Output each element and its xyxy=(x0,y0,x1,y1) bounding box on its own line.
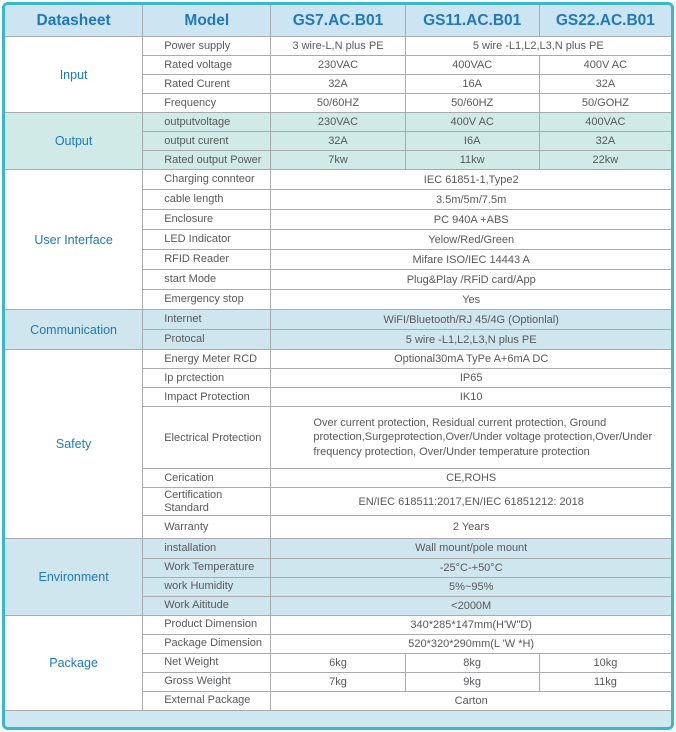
footer-row xyxy=(5,710,672,727)
cell-value: 400V AC xyxy=(539,56,671,75)
row-label: Frequency xyxy=(143,94,271,113)
cell-value: -25°C-+50°C xyxy=(271,558,672,577)
cell-value: 230VAC xyxy=(271,113,405,132)
cell-value: 7kg xyxy=(271,672,405,691)
header-model: Model xyxy=(143,5,271,37)
cell-value: 10kg xyxy=(539,653,671,672)
row-label: Net Weight xyxy=(143,653,271,672)
section-label-output: Output xyxy=(5,113,143,170)
table-row xyxy=(5,539,672,558)
cell-value: 230VAC xyxy=(271,56,405,75)
table-row xyxy=(5,350,672,369)
cell-value: Over current protection, Residual current protection, Ground protection,Surgeprotection,Over/Under voltage protection,Over/Under frequency protection, Over/Under temperature protection xyxy=(271,407,672,469)
cell-value: Yelow/Red/Green xyxy=(271,230,672,250)
header-gs11: GS11.AC.B01 xyxy=(405,5,539,37)
cell-value: Mifare ISO/IEC 14443 A xyxy=(271,250,672,270)
cell-value: 340*285*147mm(H'W"D) xyxy=(271,615,672,634)
row-label: Gross Weight xyxy=(143,672,271,691)
datasheet-frame xyxy=(2,2,674,730)
section-label-environment: Environment xyxy=(5,539,143,615)
cell-value: 7kw xyxy=(271,151,405,170)
cell-value: 22kw xyxy=(539,151,671,170)
cell-value: <2000M xyxy=(271,596,672,615)
cell-value: 50/GOHZ xyxy=(539,94,671,113)
footer-strip xyxy=(5,710,672,727)
cell-value: 16A xyxy=(405,75,539,94)
row-label: installation xyxy=(143,539,271,558)
cell-value: 11kw xyxy=(405,151,539,170)
cell-value: I6A xyxy=(405,132,539,151)
cell-value: 32A xyxy=(271,75,405,94)
row-label: Ip prctection xyxy=(143,369,271,388)
row-label: cable length xyxy=(143,190,271,210)
table-row xyxy=(5,170,672,190)
row-label: Work Temperature xyxy=(143,558,271,577)
row-label: Warranty xyxy=(143,516,271,539)
row-label: Rated voltage xyxy=(143,56,271,75)
cell-value: Carton xyxy=(271,691,672,710)
section-label-package: Package xyxy=(5,615,143,710)
row-label: Protocal xyxy=(143,330,271,350)
row-label: Internet xyxy=(143,310,271,330)
row-label: Product Dimension xyxy=(143,615,271,634)
cell-value: Wall mount/pole mount xyxy=(271,539,672,558)
cell-value: IP65 xyxy=(271,369,672,388)
table-row xyxy=(5,37,672,56)
cell-value: 8kg xyxy=(405,653,539,672)
row-label: work Humidity xyxy=(143,577,271,596)
cell-value: IEC 61851-1,Type2 xyxy=(271,170,672,190)
row-label: Energy Meter RCD xyxy=(143,350,271,369)
row-label: output curent xyxy=(143,132,271,151)
cell-value: 400VAC xyxy=(405,56,539,75)
cell-value: 32A xyxy=(539,132,671,151)
cell-value: 3 wire-L,N plus PE xyxy=(271,37,405,56)
row-label: Power supply xyxy=(143,37,271,56)
cell-value: 32A xyxy=(539,75,671,94)
cell-value: Plug&Play /RFiD card/App xyxy=(271,270,672,290)
row-label: Rated Curent xyxy=(143,75,271,94)
row-label: Impact Protection xyxy=(143,388,271,407)
row-label-text: Certification Standard xyxy=(164,489,223,514)
cell-value: PC 940A +ABS xyxy=(271,210,672,230)
cell-value: 520*320*290mm(L 'W *H) xyxy=(271,634,672,653)
row-label: outputvoltage xyxy=(143,113,271,132)
header-gs7: GS7.AC.B01 xyxy=(271,5,405,37)
cell-value: 2 Years xyxy=(271,516,672,539)
table-row xyxy=(5,615,672,634)
row-label: Electrical Protection xyxy=(143,407,271,469)
cell-value: 5 wire -L1,L2,L3,N plus PE xyxy=(405,37,671,56)
cell-value: 400VAC xyxy=(539,113,671,132)
cell-value: 400V AC xyxy=(405,113,539,132)
cell-value: 11kg xyxy=(539,672,671,691)
cell-value: Yes xyxy=(271,290,672,310)
cell-value: EN/IEC 618511:2017,EN/IEC 61851212: 2018 xyxy=(271,488,672,516)
row-label: Cerication xyxy=(143,469,271,488)
cell-value: 6kg xyxy=(271,653,405,672)
cell-value: IK10 xyxy=(271,388,672,407)
row-label: Enclosure xyxy=(143,210,271,230)
cell-value: 5%~95% xyxy=(271,577,672,596)
cell-value: 3.5m/5m/7.5m xyxy=(271,190,672,210)
row-label: Emergency stop xyxy=(143,290,271,310)
header-gs22: GS22.AC.B01 xyxy=(539,5,671,37)
row-label: Package Dimension xyxy=(143,634,271,653)
table-row xyxy=(5,310,672,330)
row-label: Work Aititude xyxy=(143,596,271,615)
table-row xyxy=(5,113,672,132)
datasheet-table xyxy=(4,4,672,728)
row-label: Charging connteor xyxy=(143,170,271,190)
section-label-safety: Safety xyxy=(5,350,143,539)
section-label-communication: Communication xyxy=(5,310,143,350)
row-label xyxy=(143,488,271,516)
header-row xyxy=(5,5,672,37)
cell-value: CE,ROHS xyxy=(271,469,672,488)
row-label: RFID Reader xyxy=(143,250,271,270)
cell-value: 50/60HZ xyxy=(405,94,539,113)
cell-value: WiFI/Bluetooth/RJ 45/4G (Optionlal) xyxy=(271,310,672,330)
row-label: Rated output Power xyxy=(143,151,271,170)
row-label: start Mode xyxy=(143,270,271,290)
row-label: External Package xyxy=(143,691,271,710)
section-label-input: Input xyxy=(5,37,143,113)
row-label: LED Indicator xyxy=(143,230,271,250)
cell-value: Optional30mA TyPe A+6mA DC xyxy=(271,350,672,369)
cell-value: 5 wire -L1,L2,L3,N plus PE xyxy=(271,330,672,350)
cell-value: 32A xyxy=(271,132,405,151)
section-label-user-interface: User Interface xyxy=(5,170,143,310)
cell-value: 9kg xyxy=(405,672,539,691)
cell-value: 50/60HZ xyxy=(271,94,405,113)
header-datasheet: Datasheet xyxy=(5,5,143,37)
